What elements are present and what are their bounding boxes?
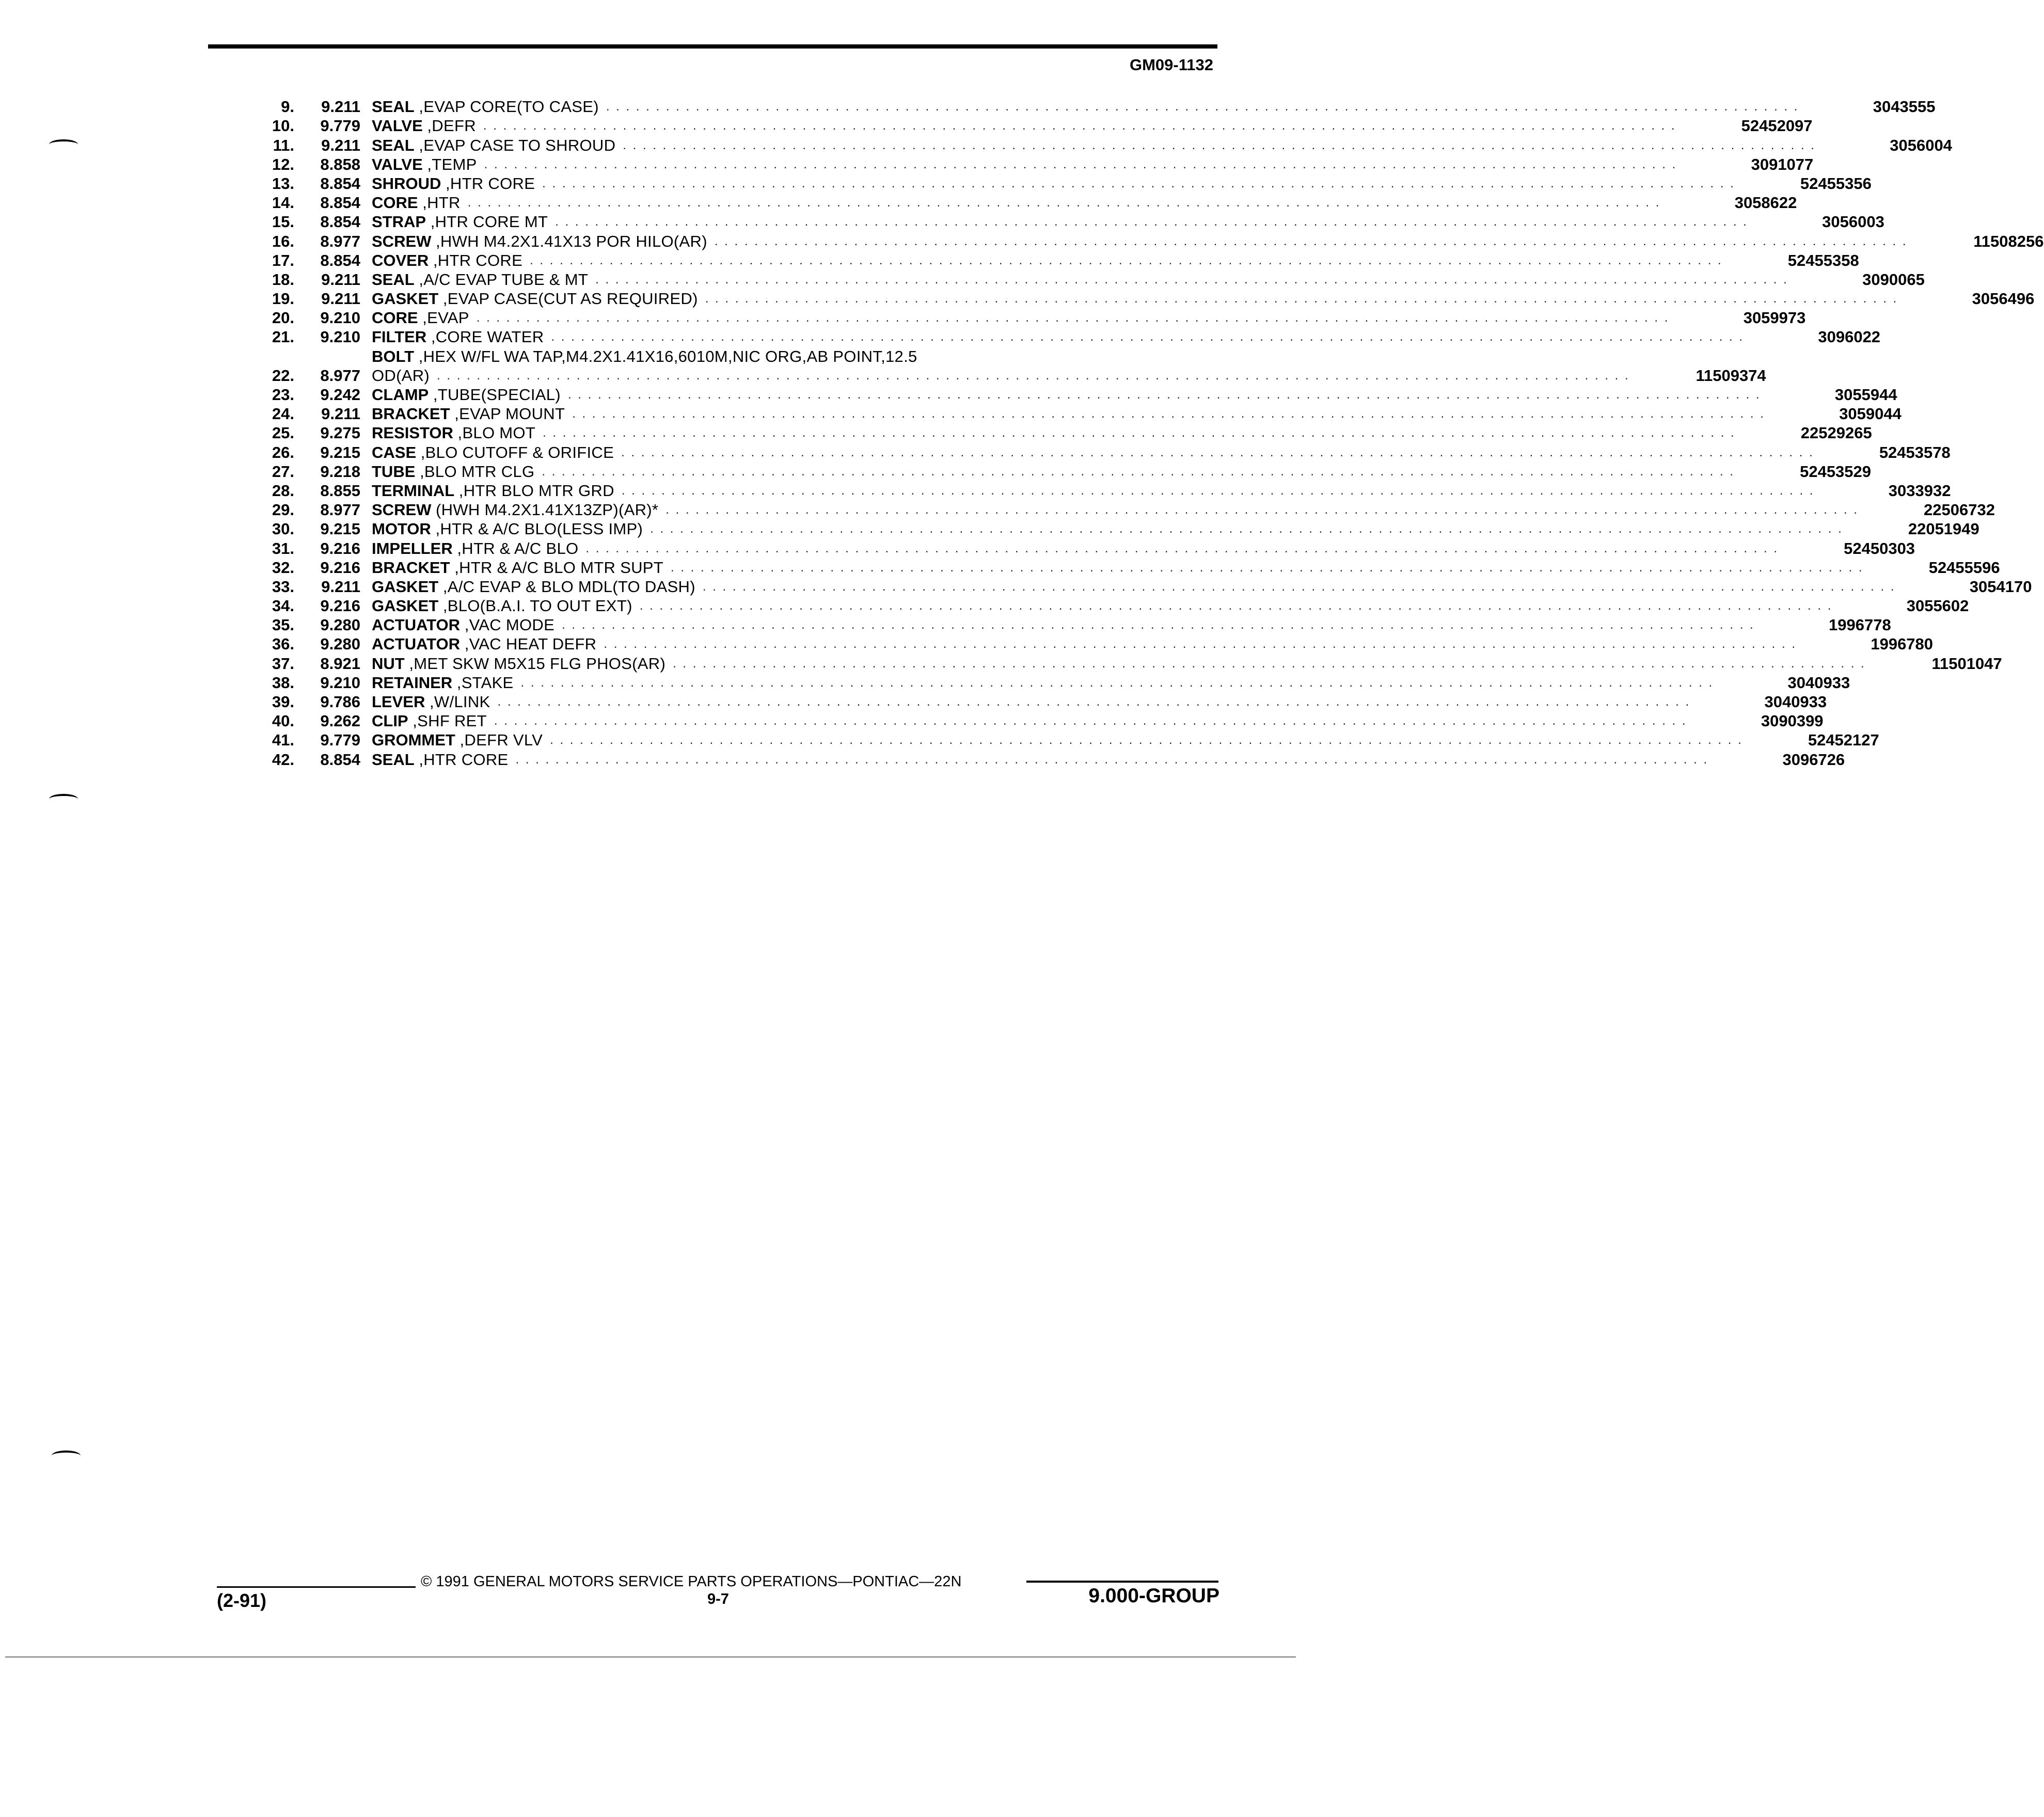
part-name: RETAINER [372, 673, 453, 692]
part-number: 11501047 [1931, 654, 2002, 673]
item-number: 18. [272, 270, 294, 289]
part-name: CLIP [372, 712, 408, 730]
part-description: ,HTR [422, 194, 461, 212]
dot-leader: . . . . . . . . . . . . . . . . . . . . . . . . . . . . . . . . . . . . . . . . . . . . . . . . . . . . . . . . . . . . . . . . . . . . . . . . . . . . . . . . . . . . . . . . . . . . . . . . . . . . . . . . . . . . . . . . . . . . . . . . [666, 503, 1859, 517]
item-number: 9. [281, 98, 294, 116]
part-description: ,EVAP CASE(CUT AS REQUIRED) [442, 290, 698, 308]
part-number: 3040933 [1764, 693, 1827, 711]
part-description-continued: OD(AR) [372, 366, 430, 385]
dot-leader: . . . . . . . . . . . . . . . . . . . . . . . . . . . . . . . . . . . . . . . . . . . . . . . . . . . . . . . . . . . . . . . . . . . . . . . . . . . . . . . . . . . . . . . . . . . . . . . . . . . . . . . . . . . . . . . . . . . . . . . . [550, 733, 1743, 747]
dot-leader: . . . . . . . . . . . . . . . . . . . . . . . . . . . . . . . . . . . . . . . . . . . . . . . . . . . . . . . . . . . . . . . . . . . . . . . . . . . . . . . . . . . . . . . . . . . . . . . . . . . . . . . . . . . . . . . . . . . . . . . . [673, 656, 1866, 671]
item-number: 38. [272, 673, 294, 692]
dot-leader: . . . . . . . . . . . . . . . . . . . . . . . . . . . . . . . . . . . . . . . . . . . . . . . . . . . . . . . . . . . . . . . . . . . . . . . . . . . . . . . . . . . . . . . . . . . . . . . . . . . . . . . . . . . . . . . . . . . . . . . . [623, 138, 1816, 152]
part-name: CASE [372, 443, 417, 461]
part-name: ACTUATOR [372, 635, 461, 654]
part-name: COVER [372, 251, 429, 269]
dot-leader: . . . . . . . . . . . . . . . . . . . . . . . . . . . . . . . . . . . . . . . . . . . . . . . . . . . . . . . . . . . . . . . . . . . . . . . . . . . . . . . . . . . . . . . . . . . . . . . . . . . . . . . . . . . . . . . . . . . . . . . . [670, 560, 1864, 575]
item-number: 28. [272, 481, 294, 500]
parts-row [243, 481, 1951, 500]
part-number: 3096022 [1818, 328, 1881, 346]
description-cell [372, 730, 1750, 750]
part-name: BOLT [372, 347, 415, 365]
part-name: NUT [372, 654, 405, 673]
part-description: ,A/C EVAP & BLO MDL(TO DASH) [442, 577, 695, 596]
part-description: ,EVAP [422, 309, 469, 327]
part-name: GASKET [372, 577, 439, 596]
part-number: 3096726 [1782, 750, 1845, 769]
part-number: 3040933 [1787, 673, 1850, 692]
item-number: 36. [272, 635, 294, 654]
description-cell [372, 385, 1768, 404]
part-description: ,STAKE [456, 673, 514, 692]
part-name: RESISTOR [372, 424, 453, 442]
top-rule [208, 44, 1217, 49]
dot-leader: . . . . . . . . . . . . . . . . . . . . . . . . . . . . . . . . . . . . . . . . . . . . . . . . . . . . . . . . . . . . . . . . . . . . . . . . . . . . . . . . . . . . . . . . . . . . . . . . . . . . . . . . . . . . . . . . . . . . . . . . [606, 100, 1799, 114]
group-number: 8.977 [320, 366, 360, 385]
part-description: ,BLO MTR CLG [420, 462, 535, 481]
dot-leader: . . . . . . . . . . . . . . . . . . . . . . . . . . . . . . . . . . . . . . . . . . . . . . . . . . . . . . . . . . . . . . . . . . . . . . . . . . . . . . . . . . . . . . . . . . . . . . . . . . . . . . . . . . . . . . . . . . . . . . . . [530, 253, 1723, 267]
description-cell [372, 634, 1804, 654]
dot-leader: . . . . . . . . . . . . . . . . . . . . . . . . . . . . . . . . . . . . . . . . . . . . . . . . . . . . . . . . . . . . . . . . . . . . . . . . . . . . . . . . . . . . . . . . . . . . . . . . . . . . . . . . . . . . . . . . . . . . . . . . [702, 579, 1896, 594]
group-number: 8.855 [320, 481, 360, 500]
dot-leader: . . . . . . . . . . . . . . . . . . . . . . . . . . . . . . . . . . . . . . . . . . . . . . . . . . . . . . . . . . . . . . . . . . . . . . . . . . . . . . . . . . . . . . . . . . . . . . . . . . . . . . . . . . . . . . . . . . . . . . . . [551, 330, 1745, 344]
part-description: ,EVAP CASE TO SHROUD [419, 136, 616, 154]
group-number: 9.215 [320, 520, 360, 538]
part-number: 11509374 [1696, 366, 1766, 385]
dot-leader: . . . . . . . . . . . . . . . . . . . . . . . . . . . . . . . . . . . . . . . . . . . . . . . . . . . . . . . . . . . . . . . . . . . . . . . . . . . . . . . . . . . . . . . . . . . . . . . . . . . . . . . . . . . . . . . . . . . . . . . . [494, 714, 1687, 728]
description-cell [372, 673, 1721, 692]
part-number: 52455356 [1800, 174, 1872, 193]
part-name: GROMMET [372, 731, 455, 750]
group-number: 9.210 [320, 309, 360, 327]
group-number: 9.779 [320, 117, 360, 135]
parts-row [243, 654, 2002, 673]
dot-leader: . . . . . . . . . . . . . . . . . . . . . . . . . . . . . . . . . . . . . . . . . . . . . . . . . . . . . . . . . . . . . . . . . . . . . . . . . . . . . . . . . . . . . . . . . . . . . . . . . . . . . . . . . . . . . . . . . . . . . . . . [484, 157, 1677, 171]
part-description: ,MET SKW M5X15 FLG PHOS(AR) [409, 654, 666, 673]
group-number: 9.779 [320, 731, 360, 750]
part-description: ,VAC HEAT DEFR [464, 635, 597, 654]
item-number: 20. [272, 309, 294, 327]
part-description: ,HTR CORE [445, 174, 535, 193]
parts-row [243, 251, 1859, 270]
parts-row [243, 596, 1969, 615]
group-number: 9.211 [321, 136, 360, 154]
part-number: 1996778 [1829, 616, 1891, 634]
part-number: 11508256 [1973, 232, 2044, 250]
item-number: 35. [272, 616, 294, 634]
part-description: (HWH M4.2X1.41X13ZP)(AR)* [436, 501, 659, 519]
parts-row [243, 327, 1881, 346]
dot-leader: . . . . . . . . . . . . . . . . . . . . . . . . . . . . . . . . . . . . . . . . . . . . . . . . . . . . . . . . . . . . . . . . . . . . . . . . . . . . . . . . . . . . . . . . . . . . . . . . . . . . . . . . . . . . . . . . . . . . . . . . [639, 599, 1833, 613]
group-number: 8.921 [320, 654, 360, 673]
item-number: 24. [272, 405, 294, 423]
description-cell [372, 212, 1755, 231]
parts-row [243, 174, 1872, 193]
part-description: ,W/LINK [429, 693, 490, 711]
part-description: ,EVAP MOUNT [454, 405, 565, 423]
part-number: 3056004 [1890, 136, 1952, 154]
item-number: 23. [272, 386, 294, 404]
part-name: TUBE [372, 462, 416, 481]
description-cell [372, 308, 1676, 327]
description-cell [372, 347, 1637, 385]
description-cell [372, 251, 1730, 270]
part-name: SEAL [372, 136, 415, 154]
item-number: 33. [272, 577, 294, 596]
parts-row [243, 212, 1884, 231]
part-number: 52455596 [1928, 558, 2000, 577]
item-number: 22. [272, 366, 294, 385]
item-number: 19. [272, 290, 294, 308]
item-number: 40. [272, 712, 294, 730]
part-number: 22506732 [1924, 501, 1995, 519]
description-cell [372, 615, 1762, 634]
dot-leader: . . . . . . . . . . . . . . . . . . . . . . . . . . . . . . . . . . . . . . . . . . . . . . . . . . . . . . . . . . . . . . . . . . . . . . . . . . . . . . . . . . . . . . . . . . . . . . . . . . . . . . . . . . . . . . . . . . . . . . . . [542, 176, 1735, 190]
part-number: 52452127 [1808, 731, 1879, 750]
group-number: 9.280 [320, 635, 360, 654]
part-description: ,CORE WATER [431, 328, 544, 346]
part-name: BRACKET [372, 558, 450, 577]
description-cell [372, 750, 1716, 769]
part-description: ,DEFR VLV [459, 731, 543, 750]
part-name: SEAL [372, 98, 415, 116]
parts-row [243, 385, 1897, 404]
group-number: 9.211 [321, 98, 360, 116]
part-name: MOTOR [372, 520, 431, 538]
part-description: ,HTR & A/C BLO MTR SUPT [454, 558, 663, 577]
part-description: ,SHF RET [413, 712, 487, 730]
part-number: 22051949 [1908, 520, 1979, 538]
description-cell [372, 500, 1866, 519]
part-number: 1996780 [1871, 635, 1934, 654]
part-description: ,HWH M4.2X1.41X13 POR HILO(AR) [436, 232, 707, 250]
part-name: SEAL [372, 750, 415, 769]
dot-leader: . . . . . . . . . . . . . . . . . . . . . . . . . . . . . . . . . . . . . . . . . . . . . . . . . . . . . . . . . . . . . . . . . . . . . . . . . . . . . . . . . . . . . . . . . . . . . . . . . . . . . . . . . . . . . . . . . . . . . . . . [604, 637, 1797, 651]
part-description: ,BLO(B.A.I. TO OUT EXT) [442, 597, 632, 615]
description-cell [372, 174, 1742, 193]
parts-row [243, 519, 1979, 538]
dot-leader: . . . . . . . . . . . . . . . . . . . . . . . . . . . . . . . . . . . . . . . . . . . . . . . . . . . . . . . . . . . . . . . . . . . . . . . . . . . . . . . . . . . . . . . . . . . . . . . . . . . . . . . . . . . . . . . . . . . . . . . . [542, 464, 1735, 479]
binder-mark [49, 139, 78, 150]
item-number: 16. [272, 232, 294, 250]
description-cell [372, 423, 1743, 442]
dot-leader: . . . . . . . . . . . . . . . . . . . . . . . . . . . . . . . . . . . . . . . . . . . . . . . . . . . . . . . . . . . . . . . . . . . . . . . . . . . . . . . . . . . . . . . . . . . . . . . . . . . . . . . . . . . . . . . . . . . . . . . . [585, 541, 1779, 555]
group-number: 8.854 [320, 213, 360, 231]
dot-leader: . . . . . . . . . . . . . . . . . . . . . . . . . . . . . . . . . . . . . . . . . . . . . . . . . . . . . . . . . . . . . . . . . . . . . . . . . . . . . . . . . . . . . . . . . . . . . . . . . . . . . . . . . . . . . . . . . . . . . . . . [595, 272, 1788, 286]
part-name: VALVE [372, 117, 423, 135]
parts-row [243, 750, 1845, 769]
group-number: 9.211 [321, 290, 360, 308]
part-name: ACTUATOR [372, 616, 461, 634]
part-name: CLAMP [372, 386, 429, 404]
group-number: 8.977 [320, 232, 360, 250]
parts-row [243, 193, 1797, 212]
part-name: FILTER [372, 328, 427, 346]
part-name: BRACKET [372, 405, 450, 423]
part-name: VALVE [372, 155, 423, 173]
dot-leader: . . . . . . . . . . . . . . . . . . . . . . . . . . . . . . . . . . . . . . . . . . . . . . . . . . . . . . . . . . . . . . . . . . . . . . . . . . . . . . . . . . . . . . . . . . . . . . . . . . . . . . . . . . . . . . . . . . . . . . . . [705, 292, 1898, 306]
part-description: ,DEFR [427, 117, 476, 135]
parts-row [243, 692, 1827, 711]
part-description: ,BLO CUTOFF & ORIFICE [420, 443, 614, 461]
description-cell [372, 596, 1840, 615]
part-number: 3043555 [1873, 98, 1936, 116]
parts-row [243, 135, 1952, 154]
item-number: 42. [272, 750, 294, 769]
part-description: ,HTR CORE MT [430, 213, 548, 231]
part-name: TERMINAL [372, 481, 455, 500]
part-number: 3056496 [1972, 290, 2035, 308]
item-number: 25. [272, 424, 294, 442]
parts-row [243, 711, 1824, 730]
item-number: 39. [272, 693, 294, 711]
part-number: 52450303 [1844, 539, 1915, 557]
description-cell [372, 539, 1786, 558]
description-cell [372, 155, 1684, 174]
group-number: 9.242 [320, 386, 360, 404]
part-name: STRAP [372, 213, 426, 231]
description-cell [372, 97, 1806, 116]
group-number: 9.218 [320, 462, 360, 481]
item-number: 31. [272, 539, 294, 557]
parts-row [243, 500, 1995, 519]
item-number: 15. [272, 213, 294, 231]
parts-row [243, 404, 1902, 423]
description-cell [372, 270, 1796, 289]
group-number: 8.854 [320, 251, 360, 269]
description-cell [372, 654, 1873, 673]
description-cell [372, 558, 1871, 577]
part-description: ,HTR & A/C BLO [457, 539, 579, 557]
parts-row [243, 462, 1872, 481]
parts-row [243, 270, 1925, 289]
parts-row [243, 538, 1915, 557]
item-number: 26. [272, 443, 294, 461]
dot-leader: . . . . . . . . . . . . . . . . . . . . . . . . . . . . . . . . . . . . . . . . . . . . . . . . . . . . . . . . . . . . . . . . . . . . . . . . . . . . . . . . . . . . . . . . . . . . . . . . . . . . . . . . . . . . . . . . . . . . . . . . [483, 119, 1676, 133]
parts-row [243, 673, 1850, 692]
dot-leader: . . . . . . . . . . . . . . . . . . . . . . . . . . . . . . . . . . . . . . . . . . . . . . . . . . . . . . . . . . . . . . . . . . . . . . . . . . . . . . . . . . . . . . . . . . . . . . . . . . . . . . . . . . . . . . . . . . . . . . . . [520, 675, 1714, 690]
description-cell [372, 232, 1915, 251]
description-cell [372, 116, 1684, 135]
parts-row [243, 558, 2000, 577]
item-number: 37. [272, 654, 294, 673]
group-number: 8.854 [320, 194, 360, 212]
dot-leader: . . . . . . . . . . . . . . . . . . . . . . . . . . . . . . . . . . . . . . . . . . . . . . . . . . . . . . . . . . . . . . . . . . . . . . . . . . . . . . . . . . . . . . . . . . . . . . . . . . . . . . . . . . . . . . . . . . . . . . . . [515, 752, 1709, 767]
footer-copyright: © 1991 GENERAL MOTORS SERVICE PARTS OPERATIONS—PONTIAC—22N [421, 1573, 962, 1590]
group-number: 9.210 [320, 673, 360, 692]
group-number: 9.216 [320, 539, 360, 557]
footer-page-number: 9-7 [707, 1591, 729, 1607]
part-description: ,HTR CORE [433, 251, 523, 269]
group-number: 9.786 [320, 693, 360, 711]
part-description: ,EVAP CORE(TO CASE) [419, 98, 599, 116]
part-number: 3055944 [1834, 386, 1897, 404]
part-description: ,BLO MOT [457, 424, 536, 442]
dot-leader: . . . . . . . . . . . . . . . . . . . . . . . . . . . . . . . . . . . . . . . . . . . . . . . . . . . . . . . . . . . . . . . . . . . . . . . . . . . . . . . . . . . . . . . . . . . . . . . . . . . . . . . . . . . . . . . . . . . . . . . . [543, 426, 1736, 440]
description-cell [372, 443, 1821, 462]
group-number: 8.854 [320, 174, 360, 193]
group-number: 9.215 [320, 443, 360, 461]
parts-row [243, 615, 1891, 634]
item-number: 30. [272, 520, 294, 538]
dot-leader: . . . . . . . . . . . . . . . . . . . . . . . . . . . . . . . . . . . . . . . . . . . . . . . . . . . . . . . . . . . . . . . . . . . . . . . . . . . . . . . . . . . . . . . . . . . . . . . . . . . . . . . . . . . . . . . . . . . . . . . . [437, 368, 1630, 382]
dot-leader: . . . . . . . . . . . . . . . . . . . . . . . . . . . . . . . . . . . . . . . . . . . . . . . . . . . . . . . . . . . . . . . . . . . . . . . . . . . . . . . . . . . . . . . . . . . . . . . . . . . . . . . . . . . . . . . . . . . . . . . . [572, 407, 1765, 421]
parts-row [243, 730, 1879, 750]
binder-mark [49, 794, 78, 804]
description-cell [372, 136, 1823, 155]
item-number: 14. [272, 194, 294, 212]
group-number: 9.216 [320, 597, 360, 615]
group-number: 9.211 [321, 577, 360, 596]
footer-rule-left [217, 1586, 416, 1588]
part-number: 3059044 [1839, 405, 1902, 423]
document-code: GM09-1132 [1130, 56, 1213, 74]
item-number: 21. [272, 328, 294, 346]
part-name: GASKET [372, 290, 439, 308]
group-number: 9.275 [320, 424, 360, 442]
part-number: 3055602 [1906, 597, 1969, 615]
item-number: 34. [272, 597, 294, 615]
dot-leader: . . . . . . . . . . . . . . . . . . . . . . . . . . . . . . . . . . . . . . . . . . . . . . . . . . . . . . . . . . . . . . . . . . . . . . . . . . . . . . . . . . . . . . . . . . . . . . . . . . . . . . . . . . . . . . . . . . . . . . . . [650, 522, 1843, 536]
group-number: 8.858 [320, 155, 360, 173]
footer-date-code: (2-91) [217, 1590, 267, 1611]
part-number: 3058622 [1734, 194, 1797, 212]
item-number: 12. [272, 155, 294, 173]
part-number: 3090399 [1761, 712, 1824, 730]
item-number: 41. [272, 731, 294, 750]
description-cell [372, 519, 1850, 538]
parts-row [243, 289, 2035, 308]
description-cell [372, 462, 1742, 481]
item-number: 11. [273, 136, 294, 154]
dot-leader: . . . . . . . . . . . . . . . . . . . . . . . . . . . . . . . . . . . . . . . . . . . . . . . . . . . . . . . . . . . . . . . . . . . . . . . . . . . . . . . . . . . . . . . . . . . . . . . . . . . . . . . . . . . . . . . . . . . . . . . . [567, 388, 1761, 402]
description-cell [372, 711, 1694, 730]
part-name: CORE [372, 309, 418, 327]
dot-leader: . . . . . . . . . . . . . . . . . . . . . . . . . . . . . . . . . . . . . . . . . . . . . . . . . . . . . . . . . . . . . . . . . . . . . . . . . . . . . . . . . . . . . . . . . . . . . . . . . . . . . . . . . . . . . . . . . . . . . . . . [555, 215, 1748, 229]
group-number: 8.977 [320, 501, 360, 519]
parts-row [243, 97, 1936, 116]
part-description: ,TEMP [427, 155, 477, 173]
part-number: 3059973 [1743, 309, 1806, 327]
parts-row [243, 116, 1813, 135]
group-number: 9.210 [320, 328, 360, 346]
dot-leader: . . . . . . . . . . . . . . . . . . . . . . . . . . . . . . . . . . . . . . . . . . . . . . . . . . . . . . . . . . . . . . . . . . . . . . . . . . . . . . . . . . . . . . . . . . . . . . . . . . . . . . . . . . . . . . . . . . . . . . . . [476, 311, 1670, 325]
parts-row [243, 346, 1766, 385]
group-number: 9.262 [320, 712, 360, 730]
part-description: ,A/C EVAP TUBE & MT [419, 270, 589, 289]
part-description: ,HEX W/FL WA TAP,M4.2X1.41X16,6010M,NIC ORG,AB POINT,12.5 [418, 347, 917, 365]
part-name: IMPELLER [372, 539, 453, 557]
item-number: 32. [272, 558, 294, 577]
description-cell [372, 327, 1751, 346]
group-number: 9.211 [321, 270, 360, 289]
parts-list [243, 97, 2044, 769]
part-description: ,VAC MODE [464, 616, 555, 634]
part-number: 3091077 [1751, 155, 1814, 173]
footer-rule-right [1026, 1581, 1218, 1583]
binder-mark [52, 1451, 81, 1461]
part-description: ,HTR BLO MTR GRD [458, 481, 614, 500]
parts-row [243, 308, 1806, 327]
parts-row [243, 442, 1951, 461]
group-number: 9.280 [320, 616, 360, 634]
parts-row [243, 577, 2032, 596]
part-number: 3054170 [1969, 577, 2032, 596]
part-number: 52453578 [1879, 443, 1951, 461]
description-cell [372, 577, 1903, 596]
part-name: SCREW [372, 501, 432, 519]
part-number: 52452097 [1741, 117, 1813, 135]
item-number: 27. [272, 462, 294, 481]
group-number: 9.216 [320, 558, 360, 577]
item-number: 29. [272, 501, 294, 519]
dot-leader: . . . . . . . . . . . . . . . . . . . . . . . . . . . . . . . . . . . . . . . . . . . . . . . . . . . . . . . . . . . . . . . . . . . . . . . . . . . . . . . . . . . . . . . . . . . . . . . . . . . . . . . . . . . . . . . . . . . . . . . . [562, 618, 1755, 632]
group-number: 9.211 [321, 405, 360, 423]
part-number: 3090065 [1862, 270, 1925, 289]
part-name: CORE [372, 194, 418, 212]
bottom-rule [5, 1656, 1296, 1657]
description-cell [372, 692, 1698, 711]
parts-row [243, 155, 1814, 174]
description-cell [372, 289, 1905, 308]
part-name: SCREW [372, 232, 432, 250]
part-number: 3033932 [1888, 481, 1951, 500]
part-number: 52455358 [1787, 251, 1859, 269]
dot-leader: . . . . . . . . . . . . . . . . . . . . . . . . . . . . . . . . . . . . . . . . . . . . . . . . . . . . . . . . . . . . . . . . . . . . . . . . . . . . . . . . . . . . . . . . . . . . . . . . . . . . . . . . . . . . . . . . . . . . . . . . [714, 234, 1908, 248]
parts-row [243, 231, 2044, 250]
group-number: 8.854 [320, 750, 360, 769]
part-description: ,HTR CORE [419, 750, 509, 769]
footer-group-label: 9.000-GROUP [1088, 1585, 1219, 1607]
part-name: SHROUD [372, 174, 441, 193]
description-cell [372, 193, 1668, 212]
part-number: 52453529 [1800, 462, 1872, 481]
item-number: 17. [272, 251, 294, 269]
part-name: GASKET [372, 597, 439, 615]
dot-leader: . . . . . . . . . . . . . . . . . . . . . . . . . . . . . . . . . . . . . . . . . . . . . . . . . . . . . . . . . . . . . . . . . . . . . . . . . . . . . . . . . . . . . . . . . . . . . . . . . . . . . . . . . . . . . . . . . . . . . . . . [621, 445, 1814, 459]
dot-leader: . . . . . . . . . . . . . . . . . . . . . . . . . . . . . . . . . . . . . . . . . . . . . . . . . . . . . . . . . . . . . . . . . . . . . . . . . . . . . . . . . . . . . . . . . . . . . . . . . . . . . . . . . . . . . . . . . . . . . . . . [621, 483, 1815, 498]
item-number: 13. [272, 174, 294, 193]
description-cell [372, 481, 1821, 500]
dot-leader: . . . . . . . . . . . . . . . . . . . . . . . . . . . . . . . . . . . . . . . . . . . . . . . . . . . . . . . . . . . . . . . . . . . . . . . . . . . . . . . . . . . . . . . . . . . . . . . . . . . . . . . . . . . . . . . . . . . . . . . . [467, 196, 1661, 210]
part-number: 22529265 [1800, 424, 1872, 442]
parts-row [243, 634, 1934, 654]
item-number: 10. [272, 117, 294, 135]
part-name: LEVER [372, 693, 425, 711]
part-name: SEAL [372, 270, 415, 289]
description-cell [372, 404, 1772, 423]
part-number: 3056003 [1822, 213, 1884, 231]
part-description: ,HTR & A/C BLO(LESS IMP) [435, 520, 643, 538]
dot-leader: . . . . . . . . . . . . . . . . . . . . . . . . . . . . . . . . . . . . . . . . . . . . . . . . . . . . . . . . . . . . . . . . . . . . . . . . . . . . . . . . . . . . . . . . . . . . . . . . . . . . . . . . . . . . . . . . . . . . . . . . [497, 695, 1691, 709]
part-description: ,TUBE(SPECIAL) [433, 386, 561, 404]
parts-row [243, 423, 1872, 442]
